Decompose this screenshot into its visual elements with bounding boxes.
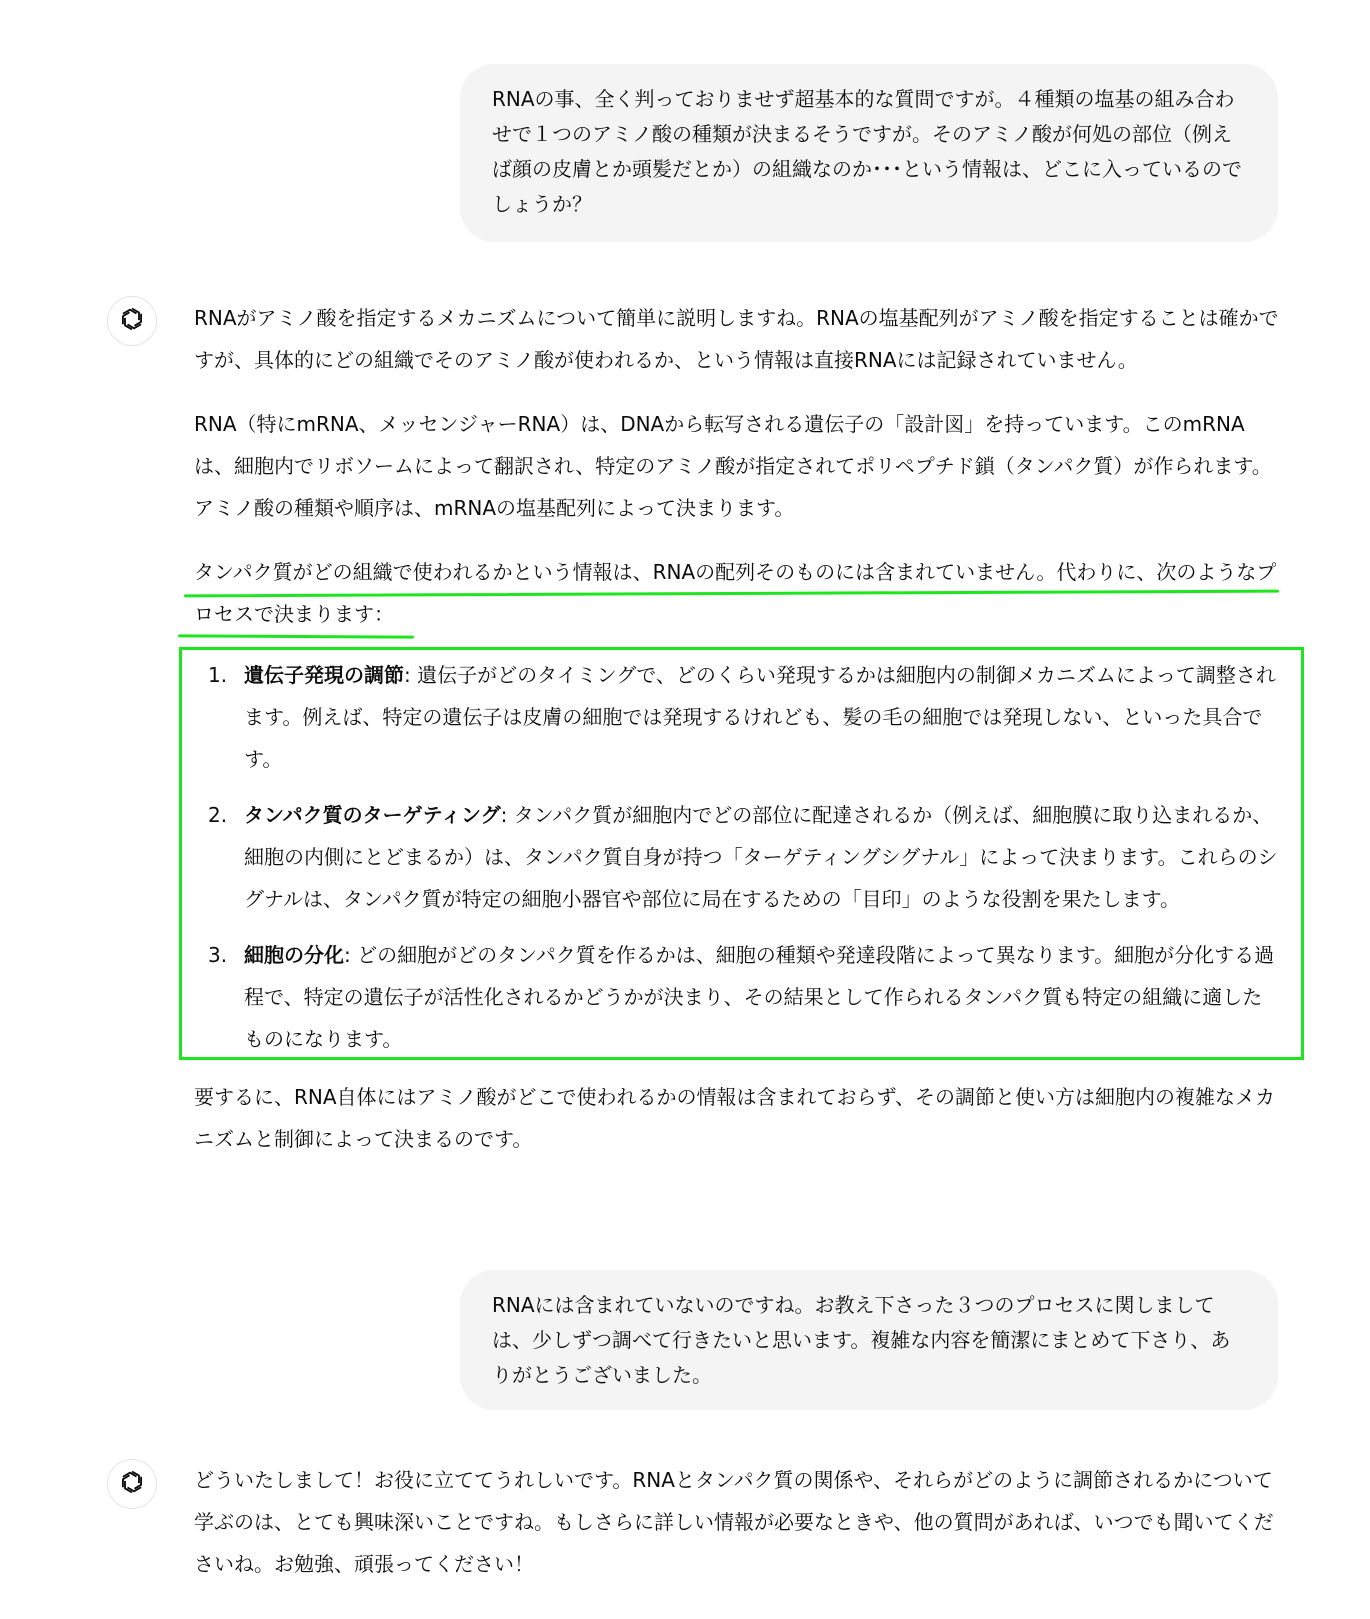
assistant-message [194, 1459, 1284, 1585]
user-message-text: RNAの事、全く判っておりませず超基本的な質問ですが。４種類の塩基の組み合わせで１つのアミノ酸の種類が決まるそうですが。そのアミノ酸が何処の部位（例えば顔の皮膚とか頭髪だとか）の組織なのか･･･という情報は、どこに入っているのでしょうか？ [492, 87, 1242, 216]
assistant-paragraph: RNAがアミノ酸を指定するメカニズムについて簡単に説明しますね。RNAの塩基配列がアミノ酸を指定することは確かですが、具体的にどの組織でそのアミノ酸が使われるか、という情報は直接RNAには記録されていません。 [194, 306, 1279, 372]
openai-logo-icon [118, 1468, 146, 1500]
list-item-title: 細胞の分化 [244, 943, 344, 967]
highlight-underline [178, 634, 414, 638]
highlight-box [179, 647, 1304, 1060]
list-item-text: : タンパク質が細胞内でどの部位に配達されるか（例えば、細胞膜に取り込まれるか、細胞の内側にとどまるか）は、タンパク質自身が持つ「ターゲティングシグナル」によって決まります。これらのシグナルは、タンパク質が特定の細胞小器官や部位に局在するための「目印」のような役割を果たします。 [244, 803, 1278, 911]
assistant-paragraph: どういたしまして！お役に立ててうれしいです。RNAとタンパク質の関係や、それらがどのように調節されるかについて学ぶのは、とても興味深いことですね。もしさらに詳しい情報が必要なときや、他の質問があれば、いつでも聞いてくださいね。お勉強、頑張ってください！ [194, 1468, 1274, 1576]
list-item [182, 934, 1281, 1060]
highlighted-paragraph [194, 551, 1284, 635]
list-item-text: : 遺伝子がどのタイミングで、どのくらい発現するかは細胞内の制御メカニズムによって調整されます。例えば、特定の遺伝子は皮膚の細胞では発現するけれども、髪の毛の細胞では発現しない、といった具合です。 [244, 663, 1276, 771]
list-item [182, 654, 1281, 780]
user-message [460, 64, 1278, 242]
assistant-paragraph: タンパク質がどの組織で使われるかという情報は、RNAの配列そのものには含まれていません。代わりに、次のようなプロセスで決まります： [194, 560, 1277, 626]
user-message-text: RNAには含まれていないのですね。お教え下さった３つのプロセスに関しましては、少しずつ調べて行きたいと思います。複雑な内容を簡潔にまとめて下さり、ありがとうございました。 [492, 1293, 1231, 1387]
list-number: 1. [208, 663, 228, 687]
process-list [182, 654, 1281, 1060]
list-number: 3. [208, 943, 228, 967]
openai-logo-icon [118, 305, 146, 337]
assistant-paragraph: RNA（特にmRNA、メッセンジャーRNA）は、DNAから転写される遺伝子の「設計図」を持っています。このmRNAは、細胞内でリボソームによって翻訳され、特定のアミノ酸が指定されてポリペプチド鎖（タンパク質）が作られます。アミノ酸の種類や順序は、mRNAの塩基配列によって決まります。 [194, 412, 1272, 520]
assistant-paragraph: 要するに、RNA自体にはアミノ酸がどこで使われるかの情報は含まれておらず、その調節と使い方は細胞内の複雑なメカニズムと制御によって決まるのです。 [194, 1085, 1275, 1151]
list-item-title: タンパク質のターゲティング [244, 803, 501, 827]
list-number: 2. [208, 803, 228, 827]
list-item [182, 794, 1281, 920]
list-item-text: : どの細胞がどのタンパク質を作るかは、細胞の種類や発達段階によって異なります。細胞が分化する過程で、特定の遺伝子が活性化されるかどうかが決まり、その結果として作られるタンパク質も特定の組織に適したものになります。 [244, 943, 1275, 1051]
assistant-avatar [107, 296, 157, 346]
list-item-title: 遺伝子発現の調節 [244, 663, 404, 687]
assistant-avatar [107, 1459, 157, 1509]
assistant-message [194, 297, 1284, 1160]
user-message [460, 1270, 1278, 1410]
